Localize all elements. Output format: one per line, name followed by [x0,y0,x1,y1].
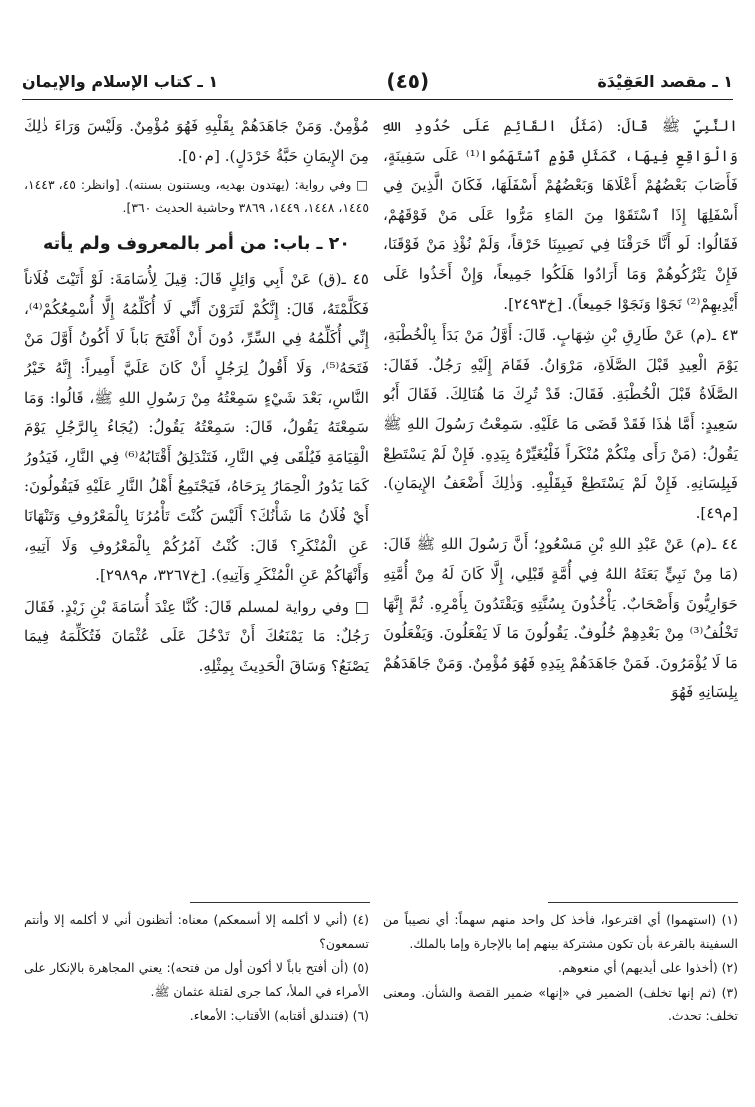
footnote-3: (٣) (ثم إنها تخلف) الضمير في «إنها» ضمير القصة والشأن. ومعنى تخلف: تحدث. [383,984,738,1023]
hadith-45: ٤٥ ـ(ق) عَنْ أَبِي وَائِلٍ قَالَ: قِيلَ لِأُسَامَةَ: لَوْ أَتَيْتَ فُلَاناً فَكَلَّمْتَهُ، قَالَ: إِنَّكُمْ لَتَرَوْنَ أَنِّي لَا أُكَلِّمُهُ إِلَّا أُسْمِعُكُمْ⁽⁴⁾، إِنِّي أُكَلِّمُهُ فِي السِّرِّ، دُونَ أَنْ أَفْتَحَ بَاباً لَا أَكُونُ أَوَّلَ مَنْ فَتَحَهُ⁽⁵⁾، وَلَا أَقُولُ لِرَجُلٍ أَنْ كَانَ عَلَيَّ أَمِيراً: إِنَّهُ خَيْرُ النَّاسِ، بَعْدَ شَيْءٍ سَمِعْتُهُ مِنْ رَسُولِ اللهِ ﷺ، قَالُوا: وَمَا سَمِعْتَهُ يَقُولُ، قَالَ: سَمِعْتُهُ يَقُولُ: (يُجَاءُ بِالرَّجُلِ يَوْمَ الْقِيَامَةِ فَيُلْقَى فِي النَّارِ، فَتَنْدَلِقُ أَقْتَابُهُ⁽⁶⁾ فِي النَّارِ، فَيَدُورُ كَمَا يَدُورُ الْحِمَارُ بِرَحَاهُ، فَيَجْتَمِعُ أَهْلُ النَّارِ عَلَيْهِ فَيَقُولُونَ: أَيْ فُلَانُ مَا شَأْنُكَ؟ أَلَيْسَ كُنْتَ تَأْمُرُنَا بِالْمَعْرُوفِ وَتَنْهَانَا عَنِ الْمُنْكَرِ؟ قَالَ: كُنْتُ آمُرُكُمْ بِالْمَعْرُوفِ وَلَا آتِيهِ، وَأَنْهَاكُمْ عَنِ الْمُنْكَرِ وَآتِيهِ). [خ٣٢٦٧، م٢٩٨٩]. [24,270,369,585]
hadith-44: ٤٤ ـ(م) عَنْ عَبْدِ اللهِ بْنِ مَسْعُودٍ؛ أَنَّ رَسُولَ اللهِ ﷺ قَالَ: (مَا مِنْ نَبِيٍّ بَعَثَهُ اللهُ فِي أُمَّةٍ قَبْلِي، إِلَّا كَانَ لَهُ مِنْ أُمَّتِهِ حَوَارِيُّونَ وَأَصْحَابٌ. يَأْخُذُونَ بِسُنَّتِهِ وَيَقْتَدُونَ بِأَمْرِهِ. ثُمَّ إِنَّهَا تَخْلُفُ⁽³⁾ مِنْ بَعْدِهِمْ خُلُوفٌ. يَقُولُونَ مَا لَا يَفْعَلُونَ. وَيَفْعَلُونَ مَا لَا يُؤْمَرُونَ. فَمَنْ جَاهَدَهُمْ بِيَدِهِ فَهُوَ مُؤْمِنٌ. وَمَنْ جَاهَدَهُمْ بِلِسَانِهِ فَهُوَ [383,535,738,702]
page-number: (٤٥) [386,69,430,93]
chapter-heading: ٢٠ ـ باب: من أمر بالمعروف ولم يأته [43,234,350,255]
header-rule [22,99,733,100]
footnote-1: (١) (استهموا) أي اقترعوا، فأخذ كل واحد منهم سهماً: أي نصيباً من السفينة بالقرعة بأن تكون مشتركة بينهم إما بالإجارة وإما بالملك. [383,912,738,951]
footnote-5: (٥) (أن أفتح باباً لا أكون أول من فتحه): يعني المجاهرة بالإنكار على الأمراء في الملأ، كما جرى لقتلة عثمان ﷺ. [24,960,369,999]
footnotes-right [383,908,738,1029]
footnote-rule-left [190,902,370,903]
footnote-6: (٦) (فتندلق أقتابه) الأقتاب: الأمعاء. [189,1008,369,1023]
footnote-rule-right [548,902,738,903]
riwaya-muslim: □ وفي رواية لمسلم قَالَ: كُنَّا عِنْدَ أُسَامَةَ بْنِ زَيْدٍ. فَقَالَ رَجُلٌ: مَا يَمْنَعُكَ أَنْ تَدْخُلَ عَلَى عُثْمَانَ فَتُكَلِّمَهُ فِيمَا يَصْنَعُ؟ وَسَاقَ الْحَدِيثَ بِمِثْلِهِ. [24,597,369,675]
footnotes-left [24,908,369,1029]
hadith-44-continuation: مُؤْمِنٌ. وَمَنْ جَاهَدَهُمْ بِقَلْبِهِ فَهُوَ مُؤْمِنٌ. وَلَيْسَ وَرَاءَ ذٰلِكَ مِنَ الإِيمَانِ حَبَّةُ خَرْدَلٍ). [م٥٠]. [24,117,369,165]
header-book-title: ١ ـ كتاب الإسلام والإيمان [22,71,219,91]
left-column [24,112,369,890]
hadith-42-continuation: النَّبِيِّ ﷺ قَالَ: (مَثَلُ القَائِمِ عَلَى حُدُودِ اللهِ وَالْوَاقِعِ فِيهَا، كَمَثَلِ قَوْمٍ ٱسْتَهَمُوا⁽¹⁾ عَلَى سَفِينَةٍ، فَأَصَابَ بَعْضُهُمْ أَعْلَاهَا وَبَعْضُهُمْ أَسْفَلَهَا، فَكَانَ الَّذِينَ فِي أَسْفَلِهَا إِذَا ٱسْتَقَوْا مِنَ المَاءِ مَرُّوا عَلَى مَنْ فَوْقَهُمْ، فَقَالُوا: لَو أَنَّا خَرَقْنَا فِي نَصِيبِنَا خَرْقاً، وَلَمْ نُؤْذِ مَنْ فَوْقَنَا، فَإِنْ يَتْرُكُوهُمْ وَمَا أَرَادُوا هَلَكُوا جَمِيعاً، وَإِنْ أَخَذُوا عَلَى أَيْدِيهِمْ⁽²⁾ نَجَوْا وَنَجَوْا جَمِيعاً). [خ٢٤٩٣]. [383,117,738,313]
header-section-title: ١ ـ مقصد العَقِيْدَة [597,71,733,91]
hadith-43: ٤٣ ـ(م) عَنْ طَارِقِ بْنِ شِهَابٍ. قَالَ: أَوَّلُ مَنْ بَدَأَ بِالْخُطْبَةِ، يَوْمَ الْعِيدِ قَبْلَ الصَّلَاةِ، مَرْوَانُ. فَقَامَ إِلَيْهِ رَجُلٌ. فَقَالَ: الصَّلَاةُ قَبْلَ الْخُطْبَةِ. فَقَالَ: قَدْ تُرِكَ مَا هُنَالِكَ. فَقَالَ أَبُو سَعِيدٍ: أَمَّا هٰذَا فَقَدْ قَضَى مَا عَلَيْهِ. سَمِعْتُ رَسُولَ اللهِ ﷺ يَقُولُ: (مَنْ رَأَى مِنْكُمْ مُنْكَراً فَلْيُغَيِّرْهُ بِيَدِهِ. فَإِنْ لَمْ يَسْتَطِعْ فَبِلِسَانِهِ. فَإِنْ لَمْ يَسْتَطِعْ فَبِقَلْبِهِ. وَذٰلِكَ أَضْعَفُ الإِيمَانِ). [م٤٩]. [383,326,738,522]
footnote-2: (٢) (أخذوا على أيديهم) أي منعوهم. [558,960,738,975]
riwaya-note: □ وفي رواية: (يهتدون بهديه، ويستنون بسنته). [وانظر: ٤٥، ١٤٤٣، ١٤٤٥، ١٤٤٨، ١٤٤٩، ٣٨٦٩ وحاشية الحديث ٣٦٠]. [24,177,369,216]
footnote-4: (٤) (أني لا أكلمه إلا أسمعكم) معناه: أتظنون أني لا أكلمه إلا وأنتم تسمعون؟ [24,912,369,951]
running-header [22,66,733,96]
right-column [383,112,738,890]
